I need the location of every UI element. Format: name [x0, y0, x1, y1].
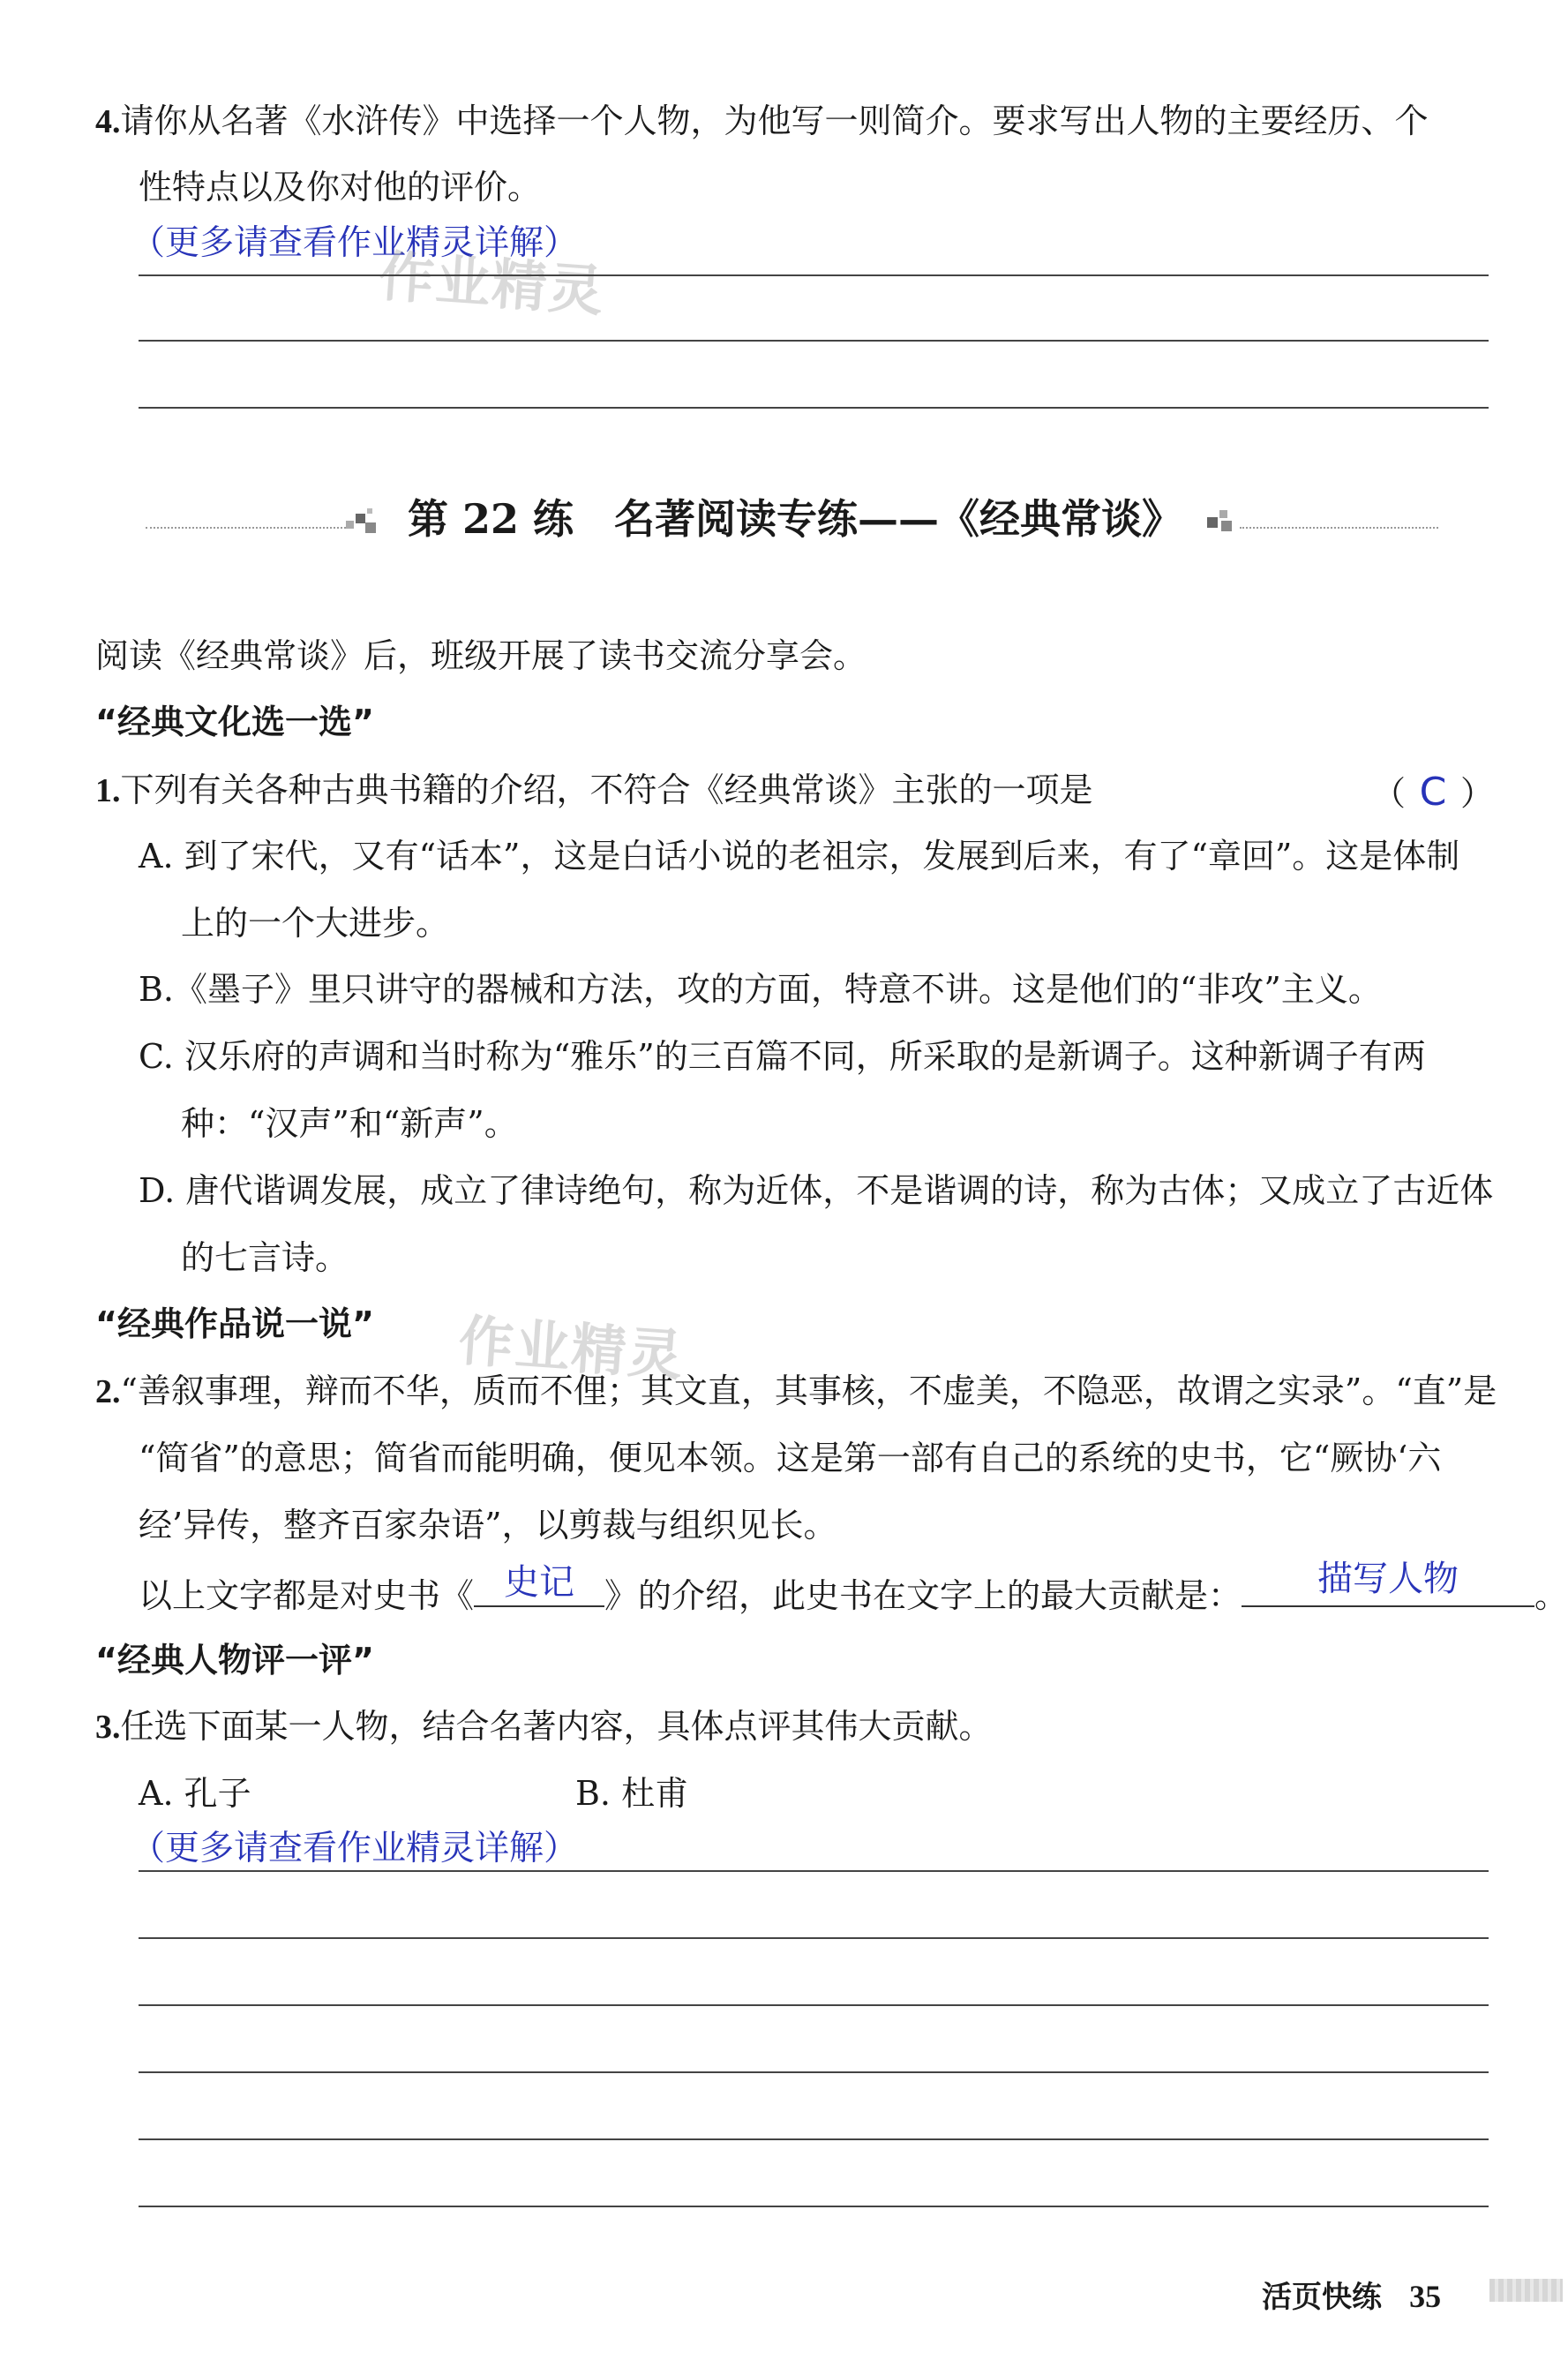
q2-line2: “简省”的意思；简省而能明确，便见本领。这是第一部有自己的系统的史书，它“厥协‘六 [139, 1439, 1442, 1477]
q1-option-a-line2: 上的一个大进步。 [181, 904, 450, 943]
q3-answer-line-4 [139, 2071, 1489, 2073]
section-deco-right-icon [1207, 505, 1237, 535]
q2-line1: 2.“善叙事理，辩而不华，质而不俚；其文直，其事核，不虚美，不隐恶，故谓之实录”。“直”是 [95, 1372, 1497, 1410]
q3-answer-line-5 [139, 2138, 1489, 2140]
q4-answer-line-2 [139, 340, 1489, 342]
watermark-top: 作业精灵 [377, 244, 607, 324]
q4-answer-note: （更多请查看作业精灵详解） [131, 223, 579, 263]
q3-answer-line-1 [139, 1870, 1489, 1872]
q1-option-b-line1: B.《墨子》里只讲守的器械和方法，攻的方面，特意不讲。这是他们的“非攻”主义。 [139, 970, 1382, 1009]
part1-heading: “经典文化选一选” [95, 703, 374, 741]
q1-number: 1. [95, 772, 121, 809]
footer-deco [1489, 2279, 1563, 2302]
q1-option-c-line1: C. 汉乐府的声调和当时称为“雅乐”的三百篇不同，所采取的是新调子。这种新调子有两 [139, 1037, 1426, 1076]
q3-option-b: B. 杜甫 [575, 1774, 689, 1813]
q1-option-d-line1: D. 唐代谐调发展，成立了律诗绝句，称为近体，不是谐调的诗，称为古体；又成立了古近体 [139, 1171, 1494, 1210]
q3-number: 3. [95, 1709, 121, 1746]
q2-number: 2. [95, 1373, 121, 1410]
q3-answer-line-3 [139, 2004, 1489, 2006]
q3-stem: 3.任选下面某一人物，结合名著内容，具体点评其伟大贡献。 [95, 1707, 993, 1746]
q4-answer-line-3 [139, 407, 1489, 409]
q2-blank-1 [474, 1562, 604, 1607]
part2-heading: “经典作品说一说” [95, 1304, 374, 1343]
q4-answer-line-1 [139, 274, 1489, 276]
q3-answer-line-6 [139, 2206, 1489, 2207]
q3-answer-note: （更多请查看作业精灵详解） [131, 1829, 579, 1868]
q2-answer-2: 描写人物 [1317, 1559, 1459, 1599]
section-title: 第 22 练 名著阅读专练——《经典常谈》 [408, 495, 1183, 543]
q3-answer-line-2 [139, 1937, 1489, 1939]
q2-fill-line: 以上文字都是对史书《 史记 》的介绍，此史书在文字上的最大贡献是： 描写人物 。 [139, 1559, 1568, 1615]
intro-text: 阅读《经典常谈》后，班级开展了读书交流分享会。 [95, 636, 867, 675]
q2-answer-1: 史记 [504, 1562, 575, 1603]
section-deco-left-icon [346, 505, 376, 535]
q4-number: 4. [95, 103, 121, 140]
q4-line1: 4.请你从名著《水浒传》中选择一个人物，为他写一则简介。要求写出人物的主要经历、个 [95, 101, 1429, 140]
q3-option-a: A. 孔子 [139, 1774, 251, 1813]
q1-answer: C [1419, 770, 1447, 815]
watermark-middle: 作业精灵 [456, 1308, 686, 1388]
footer [1262, 2273, 1441, 2316]
q2-blank-2 [1242, 1559, 1534, 1607]
q2-line3: 经’异传，整齐百家杂语”，以剪裁与组织见长。 [139, 1506, 837, 1545]
q1-option-a-line1: A. 到了宋代，又有“话本”，这是白话小说的老祖宗，发展到后来，有了“章回”。这是体制 [139, 837, 1460, 876]
q1-option-d-line2: 的七言诗。 [181, 1238, 349, 1277]
section-divider-left [146, 527, 353, 529]
q1-option-c-line2: 种：“汉声”和“新声”。 [181, 1104, 518, 1143]
q1-answer-paren: （ C ） [1372, 770, 1495, 815]
part3-heading: “经典人物评一评” [95, 1641, 374, 1680]
q1-stem: 1.下列有关各种古典书籍的介绍，不符合《经典常谈》主张的一项是 [95, 770, 1093, 809]
footer-label: 活页快练 [1262, 2280, 1382, 2315]
section-divider-right [1240, 527, 1438, 529]
page-number: 35 [1409, 2279, 1442, 2314]
q4-line2: 性特点以及你对他的评价。 [139, 168, 542, 207]
